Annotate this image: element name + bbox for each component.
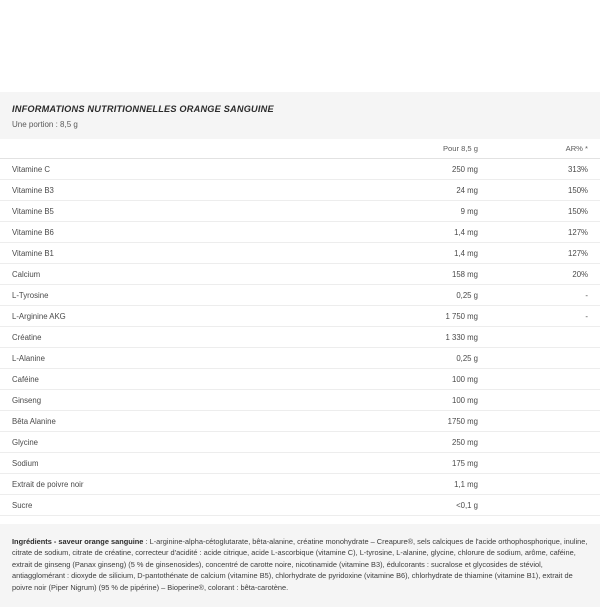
table-row: [0, 411, 600, 432]
nutrient-amount: 100 mg: [330, 390, 490, 411]
nutrient-name: Sucre: [0, 495, 330, 516]
nutrient-name: Glycine: [0, 432, 330, 453]
column-header-name: [0, 139, 330, 159]
nutrient-name: Extrait de poivre noir: [0, 474, 330, 495]
nutrient-name: Sodium: [0, 453, 330, 474]
table-row: [0, 159, 600, 180]
ingredients-text: : L-arginine-alpha-cétoglutarate, bêta-alanine, créatine monohydrate – Creapure®, sels calciques de l'acide orthophosphorique, inuline, citrate de sodium, citrate de créatine, correcteur d'acidité : acide citrique, acide L-ascorbique (vitamine C), L-tyrosine, L-alanine, glycine, chlorure de sodium, arôme, caféine, extrait de ginseng (Panax ginseng) (5 % de ginsenosides), concentré de carotte noire, nicotinamide (vitamine B3), édulcorants : sucralose et glycosides de stéviol, antiagglomérant : dioxyde de silicium, D-pantothénate de calcium (vitamine B5), chlorhydrate de pyridoxine (vitamine B6), chlorhydrate de thiamine (vitamine B1), extrait de poivre noir (Piper Nigrum) (95 % de pipérine) – Bioperine®, colorant : bêta-carotène.: [12, 537, 588, 592]
nutrient-amount: 1,4 mg: [330, 222, 490, 243]
nutrient-ar: [490, 474, 600, 495]
nutrient-ar: 313%: [490, 159, 600, 180]
table-row: [0, 285, 600, 306]
table-header: [0, 139, 600, 159]
table-row: [0, 453, 600, 474]
table-body: [0, 159, 600, 516]
table-row: [0, 222, 600, 243]
nutrient-ar: 127%: [490, 222, 600, 243]
nutrient-ar: -: [490, 285, 600, 306]
nutrient-name: Vitamine B6: [0, 222, 330, 243]
nutrient-amount: 24 mg: [330, 180, 490, 201]
nutrient-name: Vitamine B3: [0, 180, 330, 201]
table-row: [0, 432, 600, 453]
table-row: [0, 264, 600, 285]
serving-size: Une portion : 8,5 g: [12, 120, 78, 129]
nutrient-ar: [490, 432, 600, 453]
page-title: INFORMATIONS NUTRITIONNELLES ORANGE SANGUINE: [12, 104, 274, 114]
table-row: [0, 390, 600, 411]
nutrient-amount: 0,25 g: [330, 348, 490, 369]
table-row: [0, 327, 600, 348]
table-row: [0, 348, 600, 369]
nutrient-ar: [490, 327, 600, 348]
nutrient-ar: 150%: [490, 201, 600, 222]
nutrient-name: Caféine: [0, 369, 330, 390]
nutrient-ar: [490, 390, 600, 411]
nutrient-amount: 175 mg: [330, 453, 490, 474]
nutrient-name: Vitamine B1: [0, 243, 330, 264]
nutrient-name: Bêta Alanine: [0, 411, 330, 432]
nutrient-amount: 1,4 mg: [330, 243, 490, 264]
nutrient-name: Vitamine C: [0, 159, 330, 180]
nutrient-name: Calcium: [0, 264, 330, 285]
nutrient-amount: 9 mg: [330, 201, 490, 222]
nutrient-ar: [490, 369, 600, 390]
nutrient-ar: [490, 348, 600, 369]
nutrient-name: L-Alanine: [0, 348, 330, 369]
nutrient-amount: 0,25 g: [330, 285, 490, 306]
table-row: [0, 369, 600, 390]
ingredients-block: [0, 524, 600, 607]
column-header-amount: Pour 8,5 g: [330, 139, 490, 159]
column-header-ar: AR% *: [490, 139, 600, 159]
nutrient-amount: 1750 mg: [330, 411, 490, 432]
nutrition-table: [0, 139, 600, 516]
table-row: [0, 243, 600, 264]
nutrient-name: Vitamine B5: [0, 201, 330, 222]
nutrient-ar: -: [490, 306, 600, 327]
nutrient-ar: 20%: [490, 264, 600, 285]
nutrient-ar: [490, 495, 600, 516]
nutrient-amount: <0,1 g: [330, 495, 490, 516]
ingredients-paragraph: [12, 536, 588, 593]
ingredients-label: Ingrédients - saveur orange sanguine: [12, 537, 144, 546]
nutrient-amount: 100 mg: [330, 369, 490, 390]
nutrient-amount: 1 750 mg: [330, 306, 490, 327]
table-row: [0, 306, 600, 327]
nutrient-ar: [490, 411, 600, 432]
nutrient-name: Créatine: [0, 327, 330, 348]
table-row: [0, 495, 600, 516]
nutrient-amount: 158 mg: [330, 264, 490, 285]
nutrient-amount: 1,1 mg: [330, 474, 490, 495]
table-header-row: [0, 139, 600, 159]
table-row: [0, 201, 600, 222]
nutrient-amount: 250 mg: [330, 432, 490, 453]
nutrient-ar: 150%: [490, 180, 600, 201]
table-row: [0, 474, 600, 495]
nutrient-amount: 250 mg: [330, 159, 490, 180]
nutrient-name: Ginseng: [0, 390, 330, 411]
nutrient-ar: [490, 453, 600, 474]
nutrient-amount: 1 330 mg: [330, 327, 490, 348]
nutrient-name: L-Arginine AKG: [0, 306, 330, 327]
nutrition-panel: [0, 92, 600, 607]
nutrient-name: L-Tyrosine: [0, 285, 330, 306]
nutrient-ar: 127%: [490, 243, 600, 264]
nutrition-header: [0, 92, 600, 139]
table-row: [0, 180, 600, 201]
